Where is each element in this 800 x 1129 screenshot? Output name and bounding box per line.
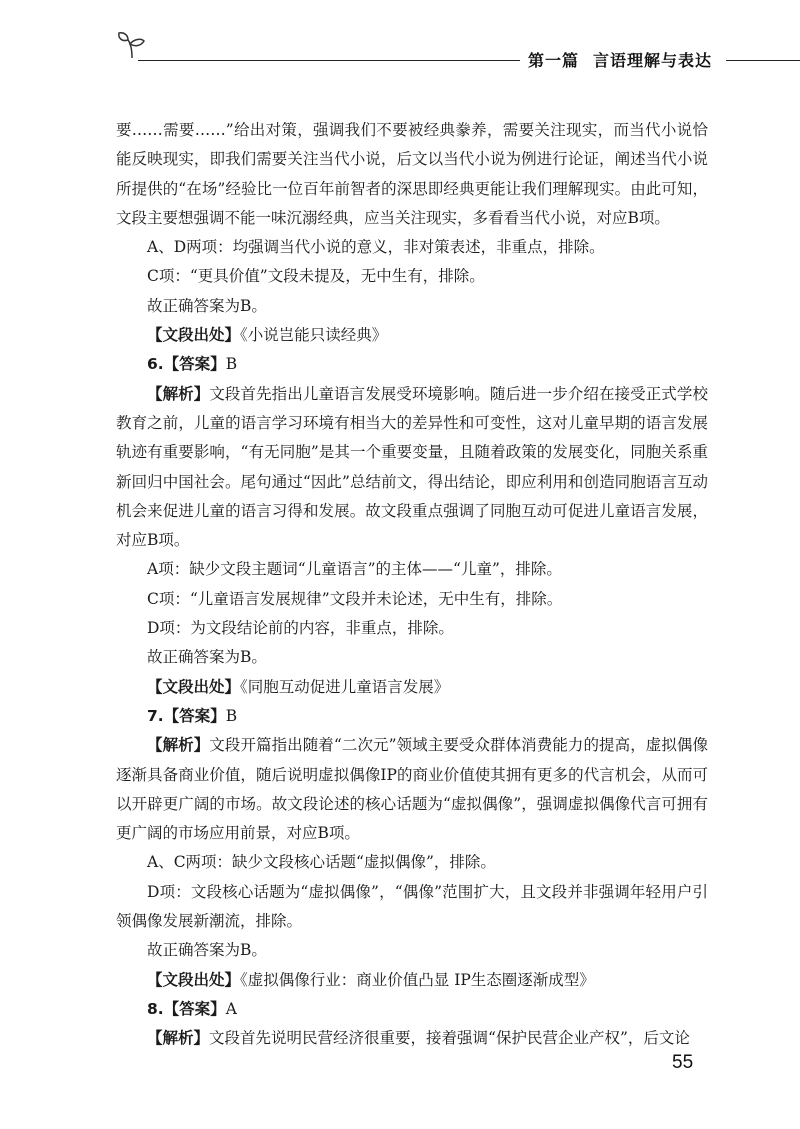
paragraph <box>116 321 708 350</box>
paragraph-text: C项：“儿童语言发展规律”文段并未论述，无中生有，排除。 <box>147 589 563 608</box>
header-part: 第一篇 <box>528 51 580 70</box>
paragraph <box>116 936 708 965</box>
paragraph-tag: 8.【答案】 <box>147 999 226 1018</box>
paragraph <box>116 614 708 643</box>
sprout-icon <box>114 30 154 60</box>
paragraph <box>116 966 708 995</box>
paragraph-text: 故正确答案为B。 <box>147 296 267 315</box>
header-rule-right <box>726 60 800 61</box>
paragraph-text: 文段首先指出儿童语言发展受环境影响。随后进一步介绍在接受正式学校教育之前，儿童的语言学习环境有相当大的差异性和可变性，这对儿童早期的语言发展轨迹有重要影响，“有无同胞”是其一个重要变量，且随着政策的发展变化，同胞关系重新回归中国社会。尾句通过“因此”总结前文，得出结论，即应利用和创造同胞语言互动机会来促进儿童的语言习得和发展。故文段重点强调了同胞互动可促进儿童语言发展，对应B项。 <box>116 384 708 550</box>
paragraph-text: B <box>225 355 238 374</box>
paragraph-text: 故正确答案为B。 <box>147 648 267 667</box>
paragraph-tag: 【文段出处】 <box>147 677 241 696</box>
paragraph <box>116 292 708 321</box>
paragraph-text: 故正确答案为B。 <box>147 941 267 960</box>
paragraph <box>116 116 708 233</box>
paragraph <box>116 555 708 584</box>
header-chapter: 言语理解与表达 <box>593 51 713 70</box>
paragraph-text: B <box>225 706 238 725</box>
paragraph-text: D项：文段核心话题为“虚拟偶像”，“偶像”范围扩大，且文段并非强调年轻用户引领偶像发展新潮流，排除。 <box>116 882 708 931</box>
paragraph <box>116 731 708 848</box>
header-title <box>528 48 712 71</box>
paragraph <box>116 262 708 291</box>
paragraph-text: 《同胞互动促进儿童语言发展》 <box>240 677 450 696</box>
paragraph-text: A、C两项：缺少文段核心话题“虚拟偶像”，排除。 <box>147 853 496 872</box>
paragraph-text: C项：“更具价值”文段未提及，无中生有，排除。 <box>147 267 485 286</box>
paragraph <box>116 878 708 937</box>
paragraph-text: A项：缺少文段主题词“儿童语言”的主体——“儿童”，排除。 <box>147 560 562 579</box>
paragraph <box>116 233 708 262</box>
paragraph-tag: 【文段出处】 <box>147 970 241 989</box>
header-rule-left <box>138 60 520 61</box>
paragraph-text: A、D两项：均强调当代小说的意义，非对策表述，非重点，排除。 <box>147 238 605 257</box>
paragraph-tag: 【解析】 <box>147 384 210 403</box>
page-body <box>116 116 708 1054</box>
paragraph-text: 《小说岂能只读经典》 <box>240 326 388 345</box>
page-number: 55 <box>672 1052 694 1073</box>
paragraph <box>116 995 708 1024</box>
paragraph <box>116 848 708 877</box>
paragraph-text: 《虚拟偶像行业：商业价值凸显 IP生态圈逐渐成型》 <box>240 970 595 989</box>
paragraph-text: 文段开篇指出随着“二次元”领域主要受众群体消费能力的提高，虚拟偶像逐渐具备商业价值，随后说明虚拟偶像IP的商业价值使其拥有更多的代言机会，从而可以开辟更广阔的市场。故文段论述的核心话题为“虚拟偶像”，强调虚拟偶像代言可拥有更广阔的市场应用前景，对应B项。 <box>116 736 708 843</box>
paragraph <box>116 673 708 702</box>
paragraph <box>116 350 708 379</box>
paragraph-tag: 6.【答案】 <box>147 355 226 374</box>
paragraph-text: 文段首先说明民营经济很重要，接着强调“保护民营企业产权”，后文论 <box>209 1029 690 1048</box>
paragraph-text: A <box>225 999 237 1018</box>
paragraph <box>116 380 708 556</box>
paragraph <box>116 1024 708 1053</box>
paragraph-tag: 7.【答案】 <box>147 706 226 725</box>
paragraph-tag: 【文段出处】 <box>147 326 241 345</box>
paragraph-text: D项：为文段结论前的内容，非重点，排除。 <box>147 619 454 638</box>
paragraph <box>116 702 708 731</box>
paragraph-text: 要……需要……”给出对策，强调我们不要被经典豢养，需要关注现实，而当代小说恰能反映现实，即我们需要关注当代小说，后文以当代小说为例进行论证，阐述当代小说所提供的“在场”经验比一位百年前智者的深思即经典更能让我们理解现实。由此可知，文段主要想强调不能一味沉溺经典，应当关注现实，多看看当代小说，对应B项。 <box>116 121 708 227</box>
paragraph-tag: 【解析】 <box>147 736 210 755</box>
paragraph-tag: 【解析】 <box>147 1029 210 1048</box>
page-header <box>0 0 800 90</box>
paragraph <box>116 585 708 614</box>
paragraph <box>116 643 708 672</box>
